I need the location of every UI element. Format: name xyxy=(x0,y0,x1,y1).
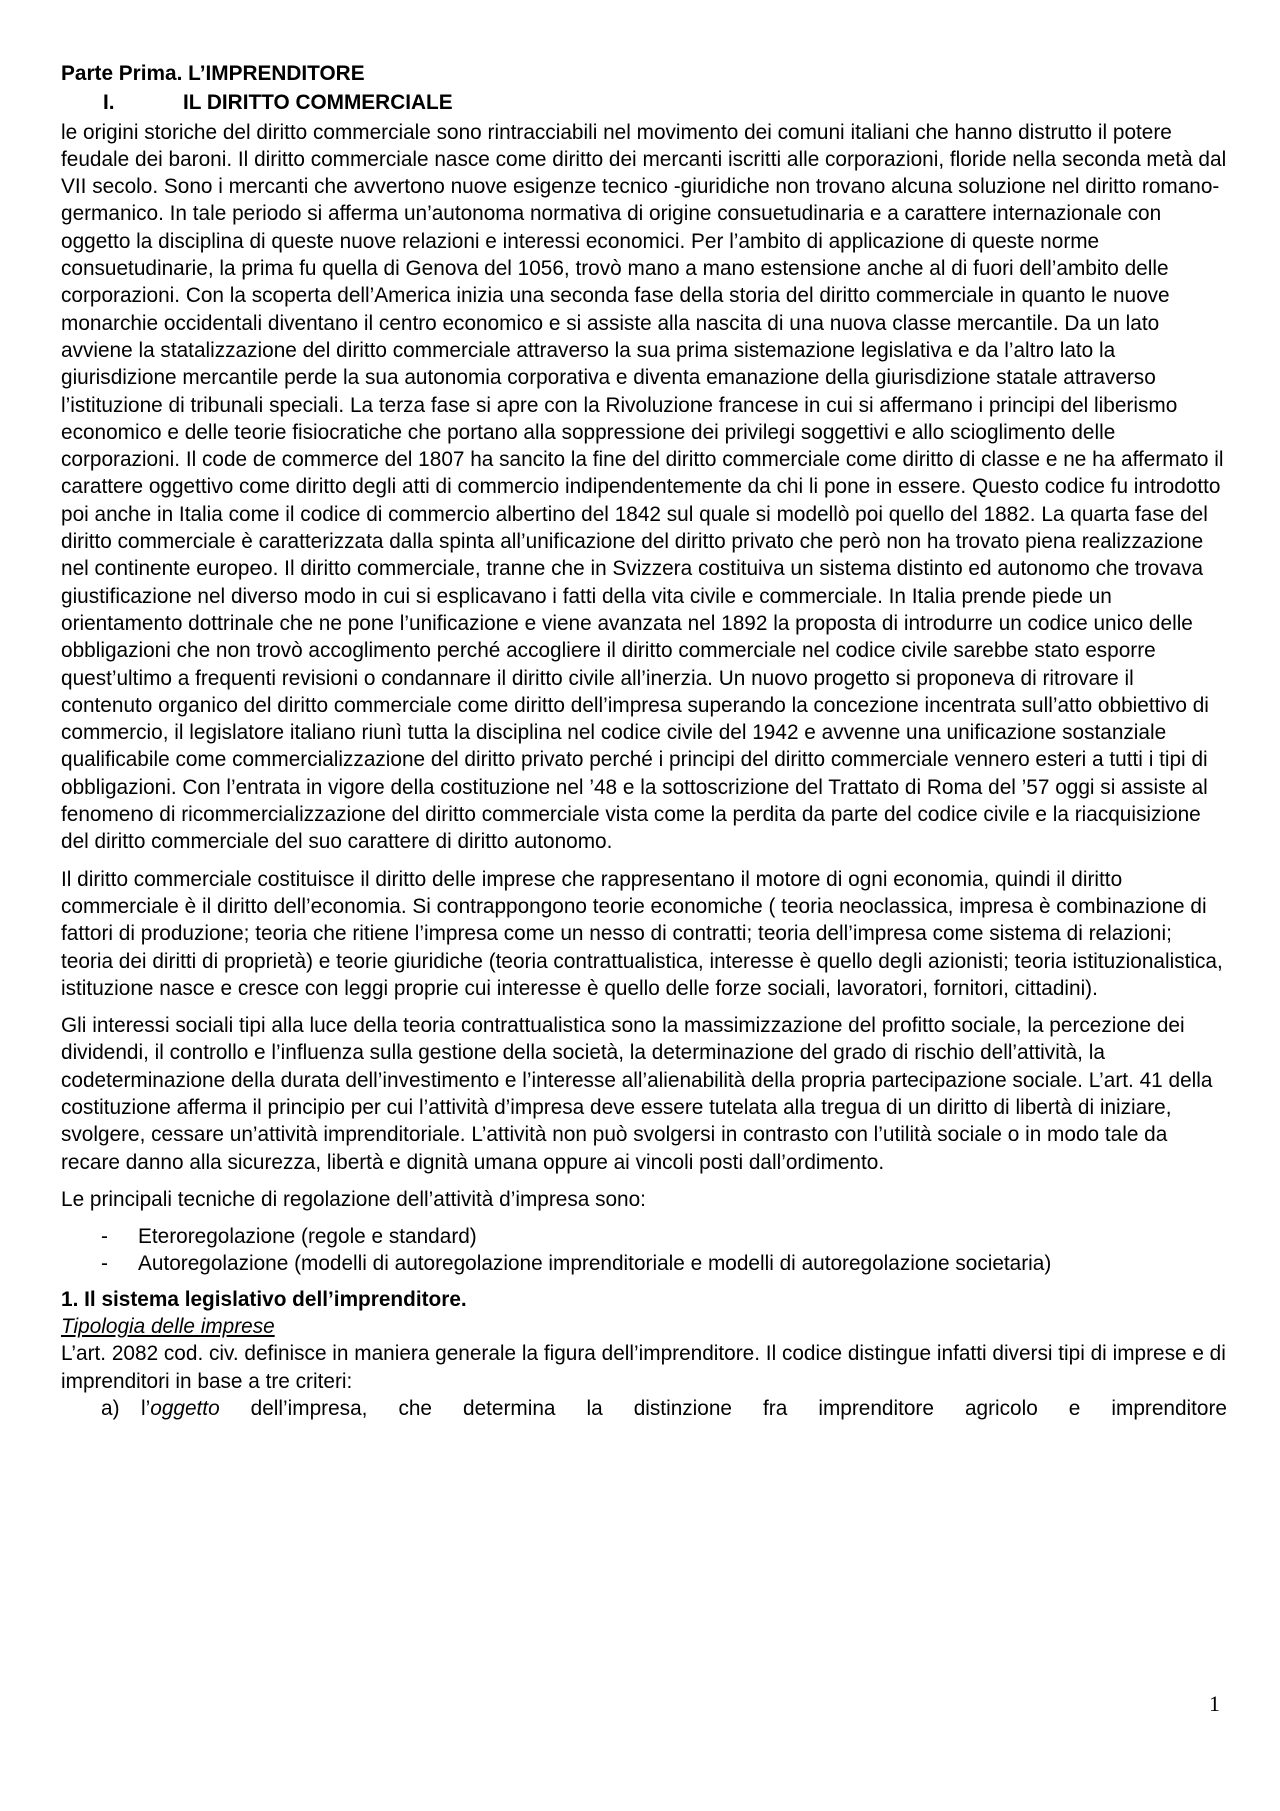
chapter-heading xyxy=(61,89,1227,116)
criteria-item-a xyxy=(61,1395,1227,1422)
section-title: 1. Il sistema legislativo dell’imprenditore. xyxy=(61,1287,467,1311)
subsection-title: Tipologia delle imprese xyxy=(61,1315,275,1339)
list-marker: - xyxy=(101,1252,108,1276)
paragraph-techniques-intro: Le principali tecniche di regolazione dell’attività d’impresa sono: xyxy=(61,1187,646,1211)
chapter-title: IL DIRITTO COMMERCIALE xyxy=(183,91,453,115)
chapter-number: I. xyxy=(103,91,115,115)
criteria-emphasis: oggetto xyxy=(150,1396,220,1420)
criteria-rest: dell’impresa, che determina la distinzione fra imprenditore agricolo e imprenditore xyxy=(219,1396,1227,1420)
list-item-text: Autoregolazione (modelli di autoregolazione imprenditoriale e modelli di autoregolazione societaria) xyxy=(138,1252,1052,1276)
list-item xyxy=(61,1223,1227,1250)
page-number: 1 xyxy=(1209,1691,1220,1716)
criteria-text xyxy=(141,1395,1227,1422)
criteria-prefix: l’ xyxy=(141,1396,151,1420)
paragraph-history: le origini storiche del diritto commerciale sono rintracciabili nel movimento dei comuni italiani che hanno distrutto il potere feudale dei baroni. Il diritto commerciale nasce come diritto dei mercanti iscritti alle corporazioni, floride nella seconda metà dal VII secolo. Sono i mercanti che avvertono nuove esigenze tecnico -giuridiche non trovano alcuna soluzione nel diritto romano- germanico. In tale periodo si afferma un’autonoma normativa di origine consuetudinaria e a carattere internazionale con oggetto la disciplina di queste nuove relazioni e interessi economici. Per l’ambito di applicazione di queste norme consuetudinarie, la prima fu quella di Genova del 1056, trovò mano a mano estensione anche al di fuori dell’ambito delle corporazioni. Con la scoperta dell’America inizia una seconda fase della storia del diritto commerciale in quanto le nuove monarchie occidentali diventano il centro economico e si assiste alla nascita di una nuova classe mercantile. Da un lato avviene la statalizzazione del diritto commerciale attraverso la sua prima sistemazione legislativa e da l’altro lato la giurisdizione mercantile perde la sua autonomia corporativa e diventa emanazione della giurisdizione statale attraverso l’istituzione di tribunali speciali. La terza fase si apre con la Rivoluzione francese in cui si affermano i principi del liberismo economico e delle teorie fisiocratiche che portano alla soppressione dei privilegi soggettivi e allo scioglimento delle corporazioni. Il code de commerce del 1807 ha sancito la fine del diritto commerciale come diritto di classe e ne ha affermato il carattere oggettivo come diritto degli atti di commercio indipendentemente da chi li pone in essere. Questo codice fu introdotto poi anche in Italia come il codice di commercio albertino del 1842 sul quale si modellò poi quello del 1882. La quarta fase del diritto commerciale è caratterizzata dalla spinta all’unificazione del diritto privato che però non ha trovato piena realizzazione nel continente europeo. Il diritto commerciale, tranne che in Svizzera costituiva un sistema distinto ed autonomo che trovava giustificazione nel diverso modo in cui si esplicavano i fatti della vita civile e commerciale. In Italia prende piede un orientamento dottrinale che ne pone l’unificazione e viene avanzata nel 1892 la proposta di introdurre un codice unico delle obbligazioni che non trovò accoglimento perché accogliere il diritto commerciale nel codice civile sarebbe stato esporre quest’ultimo a frequenti revisioni o condannare il diritto civile all’inerzia. Un nuovo progetto si proponeva di ritrovare il contenuto organico del diritto commerciale come diritto dell’impresa superando la concezione incentrata sull’atto obbiettivo di commercio, il legislatore italiano riunì tutta la disciplina nel codice civile del 1942 e avvenne una unificazione sostanziale qualificabile come commercializzazione del diritto privato perché i principi del diritto commerciale vennero esteri a tutti i tipi di obbligazioni. Con l’entrata in vigore della costituzione nel ’48 e la sottoscrizione del Trattato di Roma del ’57 oggi si assiste al fenomeno di ricommercializzazione del diritto commerciale vista come la perdita da parte del codice civile e la riacquisizione del diritto commerciale del suo carattere di diritto autonomo. xyxy=(61,120,1227,854)
list-marker: - xyxy=(101,1225,108,1249)
document-page xyxy=(61,60,1227,1422)
criteria-marker: a) xyxy=(101,1396,120,1420)
list-item xyxy=(61,1250,1227,1277)
techniques-list xyxy=(61,1223,1227,1278)
part-title: Parte Prima. L’IMPRENDITORE xyxy=(61,62,365,85)
list-item-text: Eteroregolazione (regole e standard) xyxy=(138,1225,477,1249)
section-paragraph: L’art. 2082 cod. civ. definisce in maniera generale la figura dell’imprenditore. Il codice distingue infatti diversi tipi di imprese e di imprenditori in base a tre criteri: xyxy=(61,1342,1226,1393)
paragraph-interests: Gli interessi sociali tipi alla luce della teoria contrattualistica sono la massimizzazione del profitto sociale, la percezione dei dividendi, il controllo e l’influenza sulla gestione della società, la determinazione del grado di rischio dell’attività, la codeterminazione della durata dell’investimento e l’interesse all’alienabilità della propria partecipazione sociale. L’art. 41 della costituzione afferma il principio per cui l’attività d’impresa deve essere tutelata alla tregua di un diritto di libertà di iniziare, svolgere, cessare un’attività imprenditoriale. L’attività non può svolgersi in contrasto con l’utilità sociale o in modo tale da recare danno alla sicurezza, libertà e dignità umana oppure ai vincoli posti dall’ordimento. xyxy=(61,1014,1213,1174)
paragraph-theories: Il diritto commerciale costituisce il diritto delle imprese che rappresentano il motore di ogni economia, quindi il diritto commerciale è il diritto dell’economia. Si contrappongono teorie economiche ( teoria neoclassica, impresa è combinazione di fattori di produzione; teoria che ritiene l’impresa come un nesso di contratti; teoria dell’impresa come sistema di relazioni; teoria dei diritti di proprietà) e teorie giuridiche (teoria contrattualistica, interesse è quello degli azionisti; teoria istituzionalistica, istituzione nasce e cresce con leggi proprie cui interesse è quello delle forze sociali, lavoratori, fornitori, cittadini). xyxy=(61,867,1223,1000)
